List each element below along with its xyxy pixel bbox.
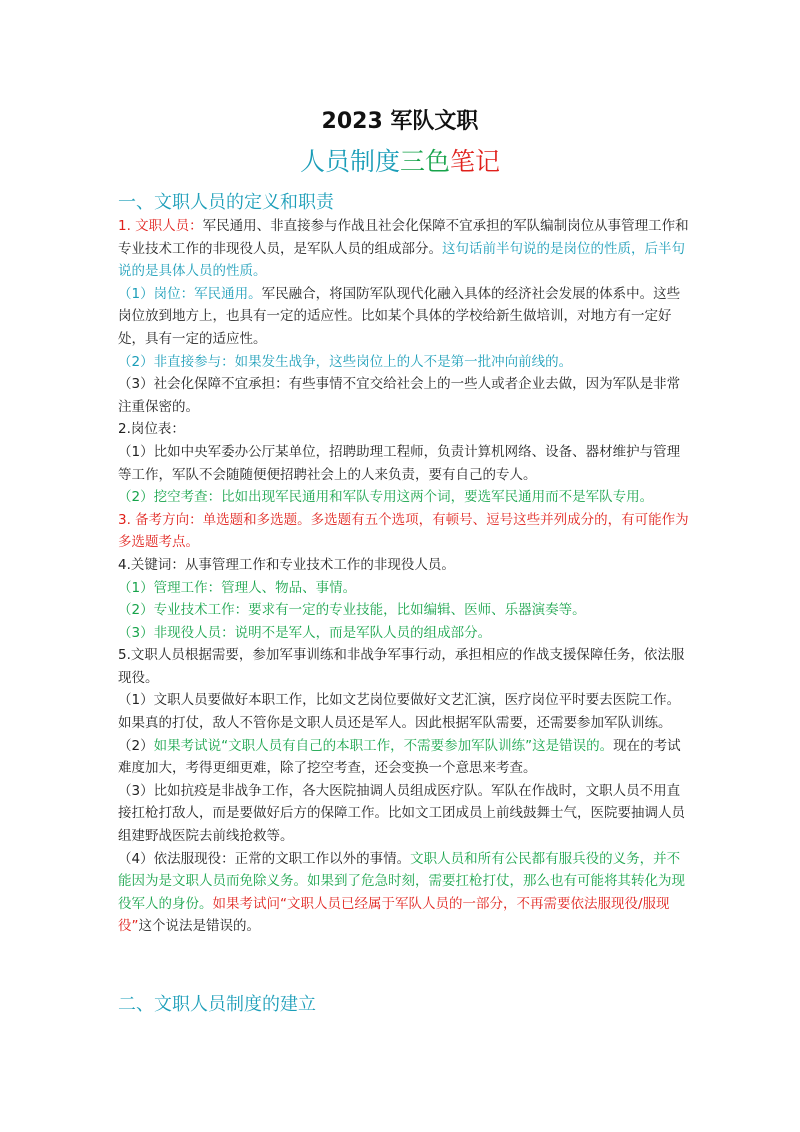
text-run: 1. 文职人员： [118, 218, 203, 234]
paragraph [118, 848, 693, 938]
paragraph [118, 351, 693, 374]
paragraph [118, 644, 693, 689]
text-run: 军民通用、非直接参与作战且社会化保障不宜承担的军队编制岗位从事管理工作和专业技术工作的非现役人员，是军队人员的组成部分。 [118, 218, 689, 257]
section-1-body [118, 215, 693, 938]
text-run: 这句话前半句说的是岗位的性质，后半句说的是具体人员的性质。 [118, 240, 685, 280]
text-run: （2） [118, 737, 154, 754]
text-run: 如果考试说“文职人员有自己的本职工作，不需要参加军队训练”这是错误的。 [153, 737, 614, 754]
text-run: 4.关键词：从事管理工作和专业技术工作的非现役人员。 [118, 556, 455, 573]
text-run: （4）依法服现役：正常的文职工作以外的事情。 [118, 850, 411, 867]
section-heading-1: 一、文职人员的定义和职责 [118, 192, 334, 213]
paragraph [118, 283, 693, 351]
subtitle-part-2: 三色 [399, 147, 450, 176]
text-run: 文职人员和所有公民都有服兵役的义务，并不能因为是文职人员而免除义务。如果到了危急时刻，需要扛枪打仗，那么也有可能将其转化为现役军人的身份。 [118, 850, 685, 912]
paragraph [118, 215, 693, 283]
text-run: （1）管理工作：管理人、物品、事情。 [118, 579, 357, 596]
paragraph [118, 554, 693, 577]
text-run: 现在的考试难度加大，考得更细更难，除了挖空考查，还会变换一个意思来考查。 [118, 737, 681, 777]
paragraph [118, 780, 693, 848]
paragraph [118, 441, 693, 486]
paragraph [118, 418, 693, 441]
text-run: 3. 备考方向：单选题和多选题。多选题有五个选项，有顿号、逗号这些并列成分的，有可能作为多选题考点。 [118, 511, 689, 551]
paragraph [118, 577, 693, 600]
paragraph [118, 622, 693, 645]
paragraph [118, 735, 693, 780]
text-run: 5.文职人员根据需要，参加军事训练和非战争军事行动，承担相应的作战支援保障任务，依法服现役。 [118, 647, 685, 686]
text-run: 这个说法是错误的。 [138, 918, 260, 935]
text-run: 2.岗位表： [118, 421, 185, 438]
paragraph [118, 509, 693, 554]
text-run: 军民融合，将国防军队现代化融入具体的经济社会发展的体系中。这些岗位放到地方上，也具有一定的适应性。比如某个具体的学校给新生做培训，对地方有一定好处，具有一定的适应性。 [118, 285, 681, 347]
text-run: （3）非现役人员：说明不是军人，而是军队人员的组成部分。 [118, 624, 492, 641]
section-heading-2: 二、文职人员制度的建立 [118, 994, 316, 1015]
text-run: 如果考试问“文职人员已经属于军队人员的一部分，不再需要依法服现役/服现役” [118, 895, 670, 935]
document-subtitle [0, 142, 800, 178]
subtitle-part-3: 笔记 [450, 147, 501, 176]
text-run: （1）文职人员要做好本职工作，比如文艺岗位要做好文艺汇演，医疗岗位平时要去医院工作。如果真的打仗，敌人不管你是文职人员还是军人。因此根据军队需要，还需要参加军队训练。 [118, 692, 681, 732]
paragraph [118, 599, 693, 622]
text-run: （2）非直接参与：如果发生战争，这些岗位上的人不是第一批冲向前线的。 [118, 353, 573, 370]
text-run: （1）比如中央军委办公厅某单位，招聘助理工程师，负责计算机网络、设备、器材维护与管理等工作，军队不会随随便便招聘社会上的人来负责，要有自己的专人。 [118, 443, 681, 483]
text-run: （3）社会化保障不宜承担：有些事情不宜交给社会上的一些人或者企业去做，因为军队是非常注重保密的。 [118, 376, 681, 415]
subtitle-part-1: 人员制度 [299, 147, 400, 176]
text-run: （2）挖空考查：比如出现军民通用和军队专用这两个词，要选军民通用而不是军队专用。 [118, 489, 654, 506]
document-title: 2023 军队文职 [321, 109, 479, 134]
text-run: （1）岗位：军民通用。 [118, 285, 262, 302]
paragraph [118, 373, 693, 418]
paragraph [118, 689, 693, 734]
text-run: （3）比如抗疫是非战争工作，各大医院抽调人员组成医疗队。军队在作战时，文职人员不用直接扛枪打敌人，而是要做好后方的保障工作。比如文工团成员上前线鼓舞士气，医院要抽调人员组建野战医院去前线抢救等。 [118, 782, 685, 845]
text-run: （2）专业技术工作：要求有一定的专业技能，比如编辑、医师、乐器演奏等。 [118, 602, 586, 619]
paragraph [118, 486, 693, 509]
